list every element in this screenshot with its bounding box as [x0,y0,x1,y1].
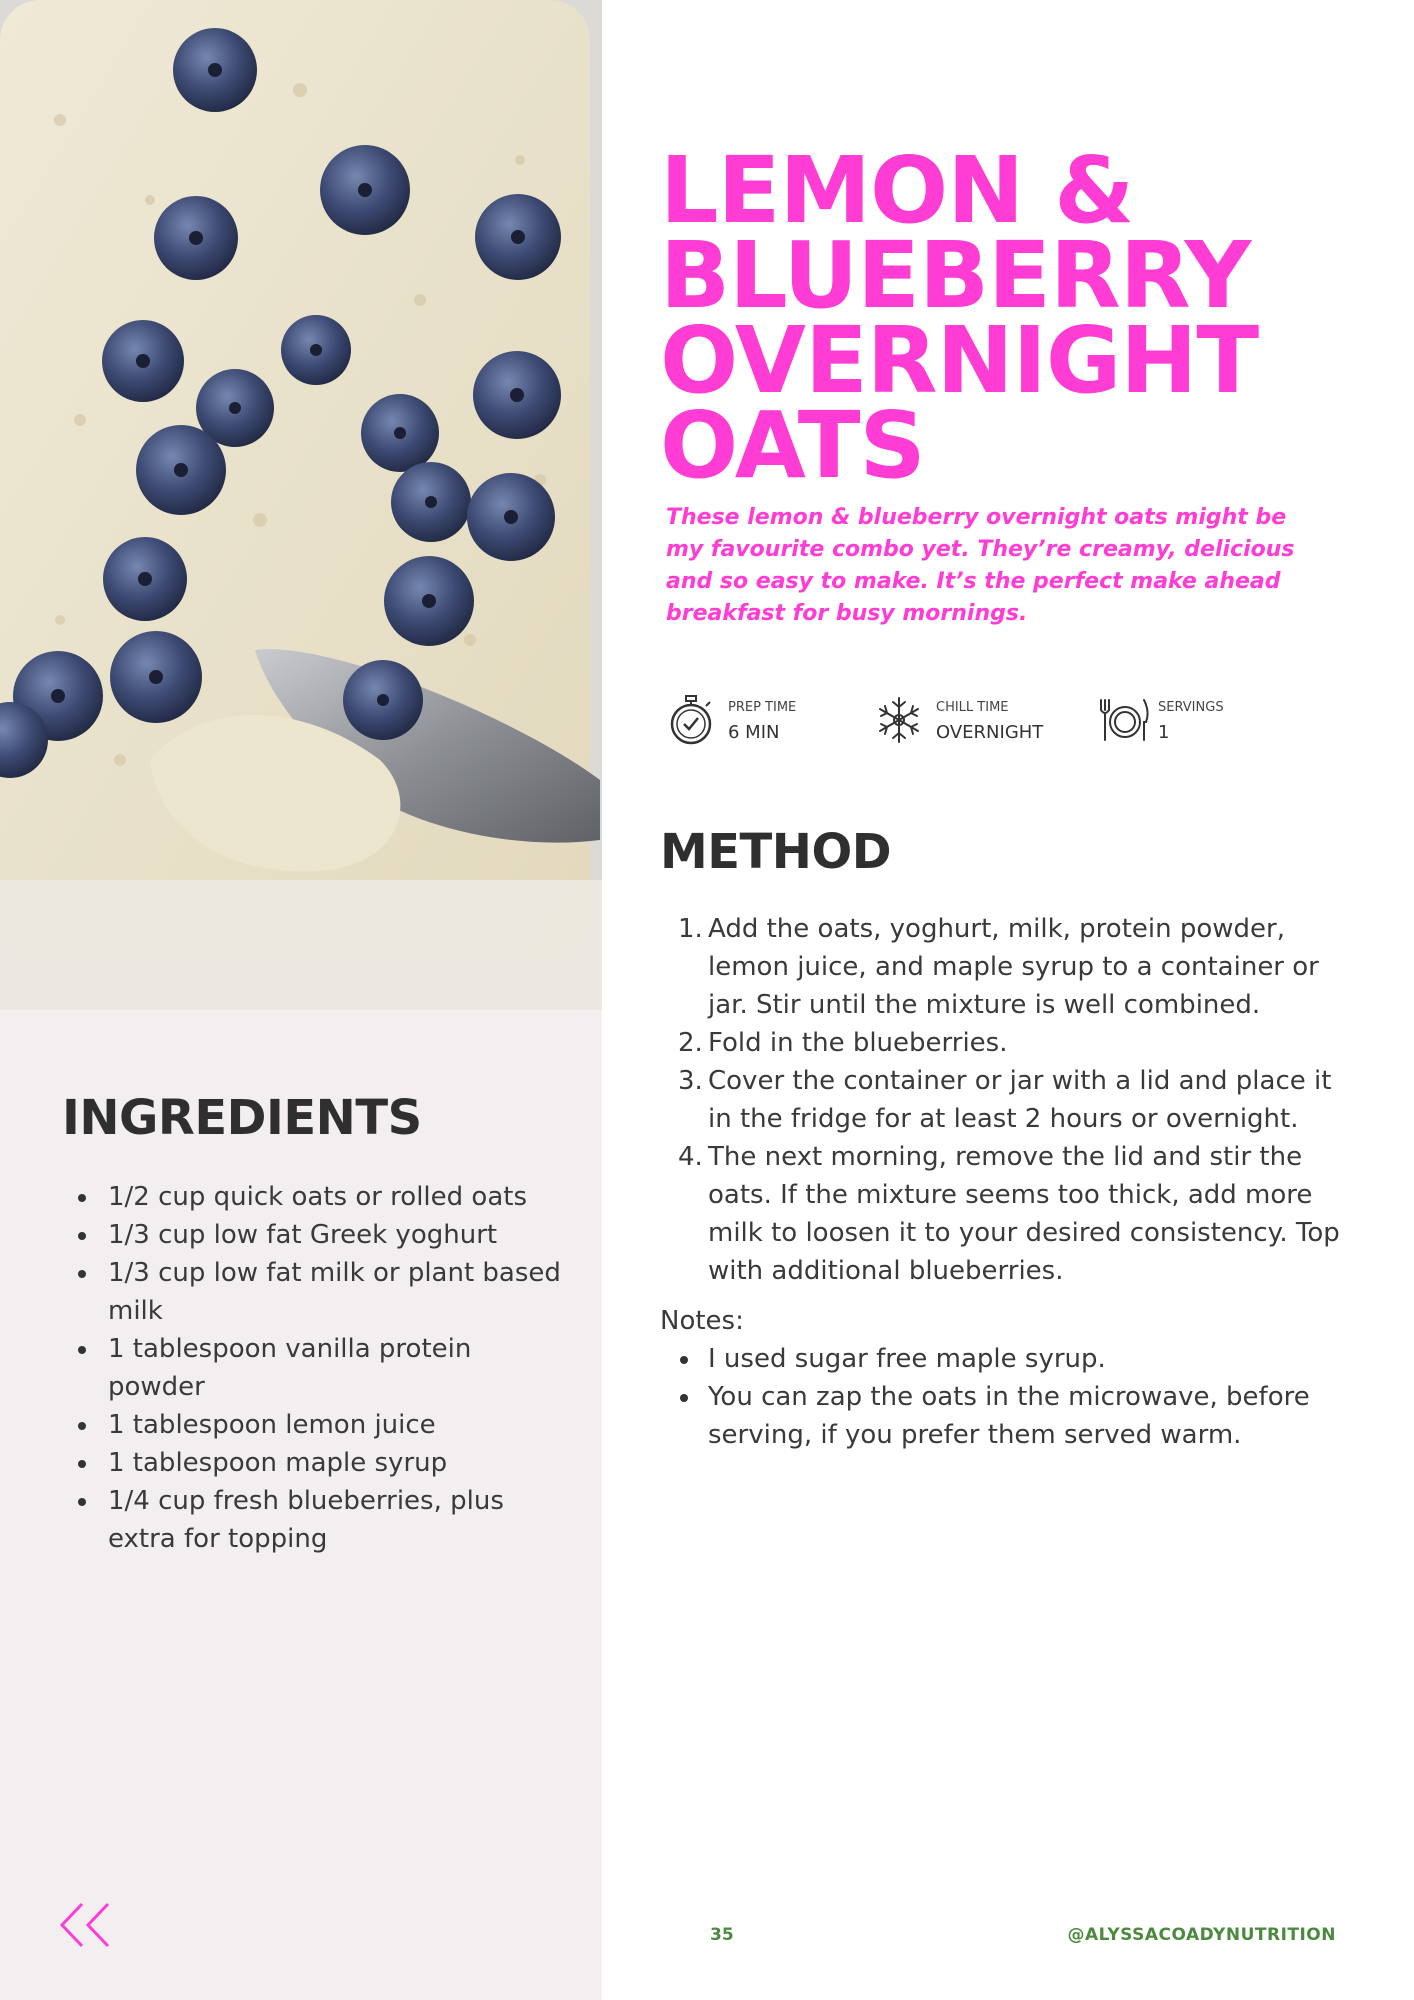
method-heading: METHOD [660,824,892,880]
note-item: You can zap the oats in the microwave, before serving, if you prefer them served warm. [660,1378,1350,1454]
notes-list [660,1340,1350,1454]
stopwatch-icon [666,694,716,746]
step-number: 1. [678,914,703,944]
ingredient-item: 1/4 cup fresh blueberries, plus extra for topping [62,1482,562,1558]
prep-time-value: 6 MIN [728,722,780,743]
ingredient-item: 1 tablespoon maple syrup [62,1444,562,1482]
step-text: Fold in the blueberries. [708,1028,1008,1058]
ingredients-heading: INGREDIENTS [62,1090,422,1146]
left-panel [0,0,602,2000]
step-number: 4. [678,1142,703,1172]
notes-label: Notes: [660,1306,744,1336]
method-steps [660,910,1350,1290]
chill-time-label: CHILL TIME [936,700,1009,715]
ingredient-item: 1/3 cup low fat milk or plant based milk [62,1254,562,1330]
double-chevron-left-icon[interactable] [56,1900,116,1950]
ingredients-list [62,1178,562,1558]
step-text: Add the oats, yoghurt, milk, protein powder, lemon juice, and maple syrup to a container or jar. Stir until the mixture is well combined. [708,914,1319,1020]
servings-value: 1 [1158,722,1170,743]
method-step [660,910,1350,1024]
method-step [660,1062,1350,1138]
ingredient-item: 1/2 cup quick oats or rolled oats [62,1178,562,1216]
servings-label: SERVINGS [1158,700,1224,715]
ingredient-item: 1 tablespoon lemon juice [62,1406,562,1444]
step-number: 3. [678,1066,703,1096]
recipe-photo [0,0,602,1010]
note-item: I used sugar free maple syrup. [660,1340,1350,1378]
recipe-title: LEMON & BLUEBERRY OVERNIGHT OATS [660,137,1259,499]
step-number: 2. [678,1028,703,1058]
page-number: 35 [710,1925,734,1945]
prep-time-label: PREP TIME [728,700,797,715]
plate-cutlery-icon [1096,694,1146,746]
step-text: Cover the container or jar with a lid and place it in the fridge for at least 2 hours or overnight. [708,1066,1332,1134]
ingredient-item: 1 tablespoon vanilla protein powder [62,1330,562,1406]
method-step [660,1138,1350,1290]
recipe-meta [666,690,1366,750]
method-step [660,1024,1350,1062]
social-handle: @ALYSSACOADYNUTRITION [1067,1925,1336,1945]
chill-time-value: OVERNIGHT [936,722,1044,743]
recipe-intro: These lemon & blueberry overnight oats might be my favourite combo yet. They’re creamy, delicious and so easy to make. It’s the perfect make ahead breakfast for busy mornings. [666,505,1295,626]
ingredient-item: 1/3 cup low fat Greek yoghurt [62,1216,562,1254]
snowflake-icon [874,694,924,746]
step-text: The next morning, remove the lid and stir the oats. If the mixture seems too thick, add more milk to loosen it to your desired consistency. Top with additional blueberries. [708,1142,1340,1286]
ingredients-section [62,1090,562,1558]
